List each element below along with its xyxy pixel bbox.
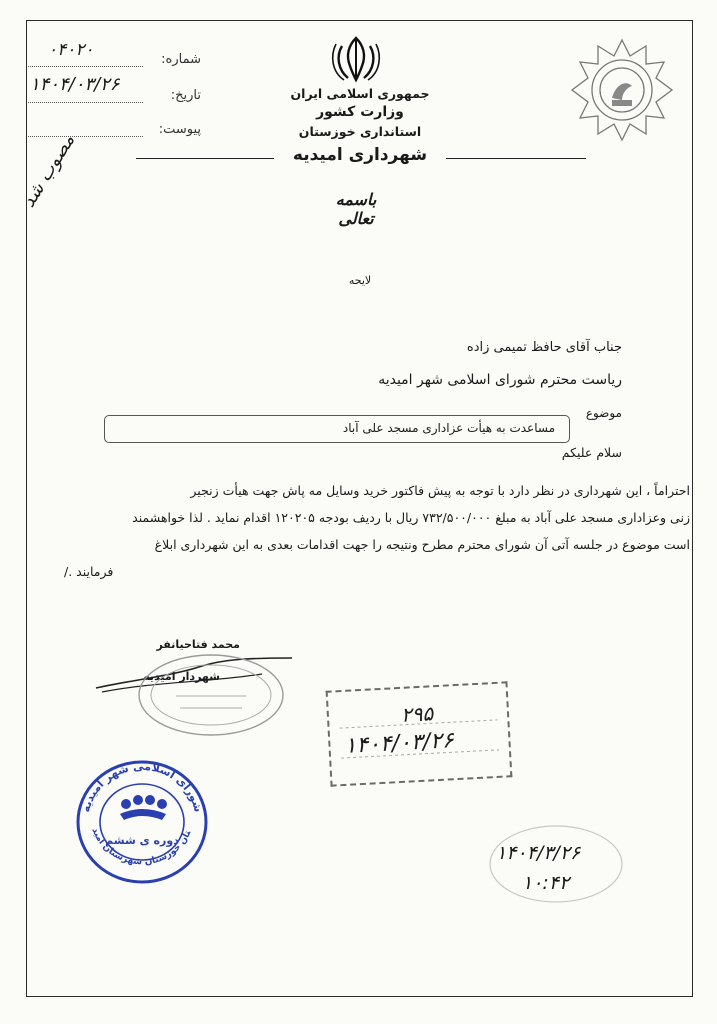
municipality-name: شهرداری امیدیه [280,145,440,165]
date-value: ۱۴۰۴/۰۳/۲۶ [30,74,120,95]
subject-text: مساعدت به هیأت عزاداری مسجد علی آباد [342,421,555,435]
bismillah: باسمه تعالی [335,190,377,228]
municipality-bar [136,145,586,166]
attachment-line [28,118,143,137]
addressee-line-1: جناب آقای حافظ تمیمی زاده [466,340,622,355]
date-line [28,74,143,103]
council-ring-text: شورای اسلامی شهر امیدیه [79,759,206,814]
body-line: است موضوع در جلسه آتی آن شورای محترم مطرح ونتیجه را جهت اقدامات بعدی به این شهرداری ابلاغ [154,537,690,552]
signer-position: شهردار امیدیه [143,670,220,683]
margin-note: مصوب شد [18,130,80,212]
municipality-seal [136,652,286,738]
municipality-flower-logo-icon [568,36,676,144]
number-row [28,40,201,67]
secretariat-stamp [326,681,513,786]
council-term: دوره ی ششم [105,834,179,847]
subject-label: موضوع [585,406,622,420]
subject-box [104,415,570,443]
number-value: ۰۴۰۲۰ [48,40,94,60]
body-line: زنی وعزاداری مسجد علی آباد به مبلغ ۷۳۲/۵۰۰/۰۰۰ ریال با ردیف بودجه ۱۲۰۲۰۵ اقدام نماید . لذا خواهشمند [132,510,690,525]
council-seal [74,758,210,886]
ministry-title: وزارت کشور [316,104,404,120]
attachment-label: پیوست: [158,122,201,137]
divider-right [446,158,586,159]
secretariat-date: ۱۴۰۴/۰۳/۲۶ [343,728,455,759]
body-line: فرمایند ./ [64,564,114,579]
divider-left [136,158,274,159]
iran-emblem-icon [328,34,384,84]
greeting: سلام علیکم [561,445,622,460]
council-bottom-text: تان خوزستان شهرستان امید [89,826,194,868]
date-label: تاریخ: [170,88,201,103]
addressee-line-2: ریاست محترم شورای اسلامی شهر امیدیه [378,372,622,388]
document-title: لایحه [348,274,372,287]
attachment-row [28,118,201,137]
body-paragraph [60,477,690,585]
receipt-date: ۱۴۰۴/۳/۲۶ [496,842,581,864]
receipt-stamp [486,816,626,906]
number-label: شماره: [161,52,201,67]
receipt-time: ۱۰:۴۲ [522,872,570,894]
governorate-title: استانداری خوزستان [298,124,422,139]
signer-name: محمد فتاحیانفر [156,638,240,651]
body-line: احتراماً ، این شهرداری در نظر دارد با توجه به پیش فاکتور خرید وسایل مه پاش جهت هیأت زنجیر [190,483,690,498]
date-row [28,74,201,103]
number-line [28,40,143,67]
secretariat-number: ۲۹۵ [400,701,434,727]
header-titles [270,84,450,141]
svg-text:شورای اسلامی شهر امیدیه [79,760,205,814]
republic-title: جمهوری اسلامی ایران [290,86,430,101]
